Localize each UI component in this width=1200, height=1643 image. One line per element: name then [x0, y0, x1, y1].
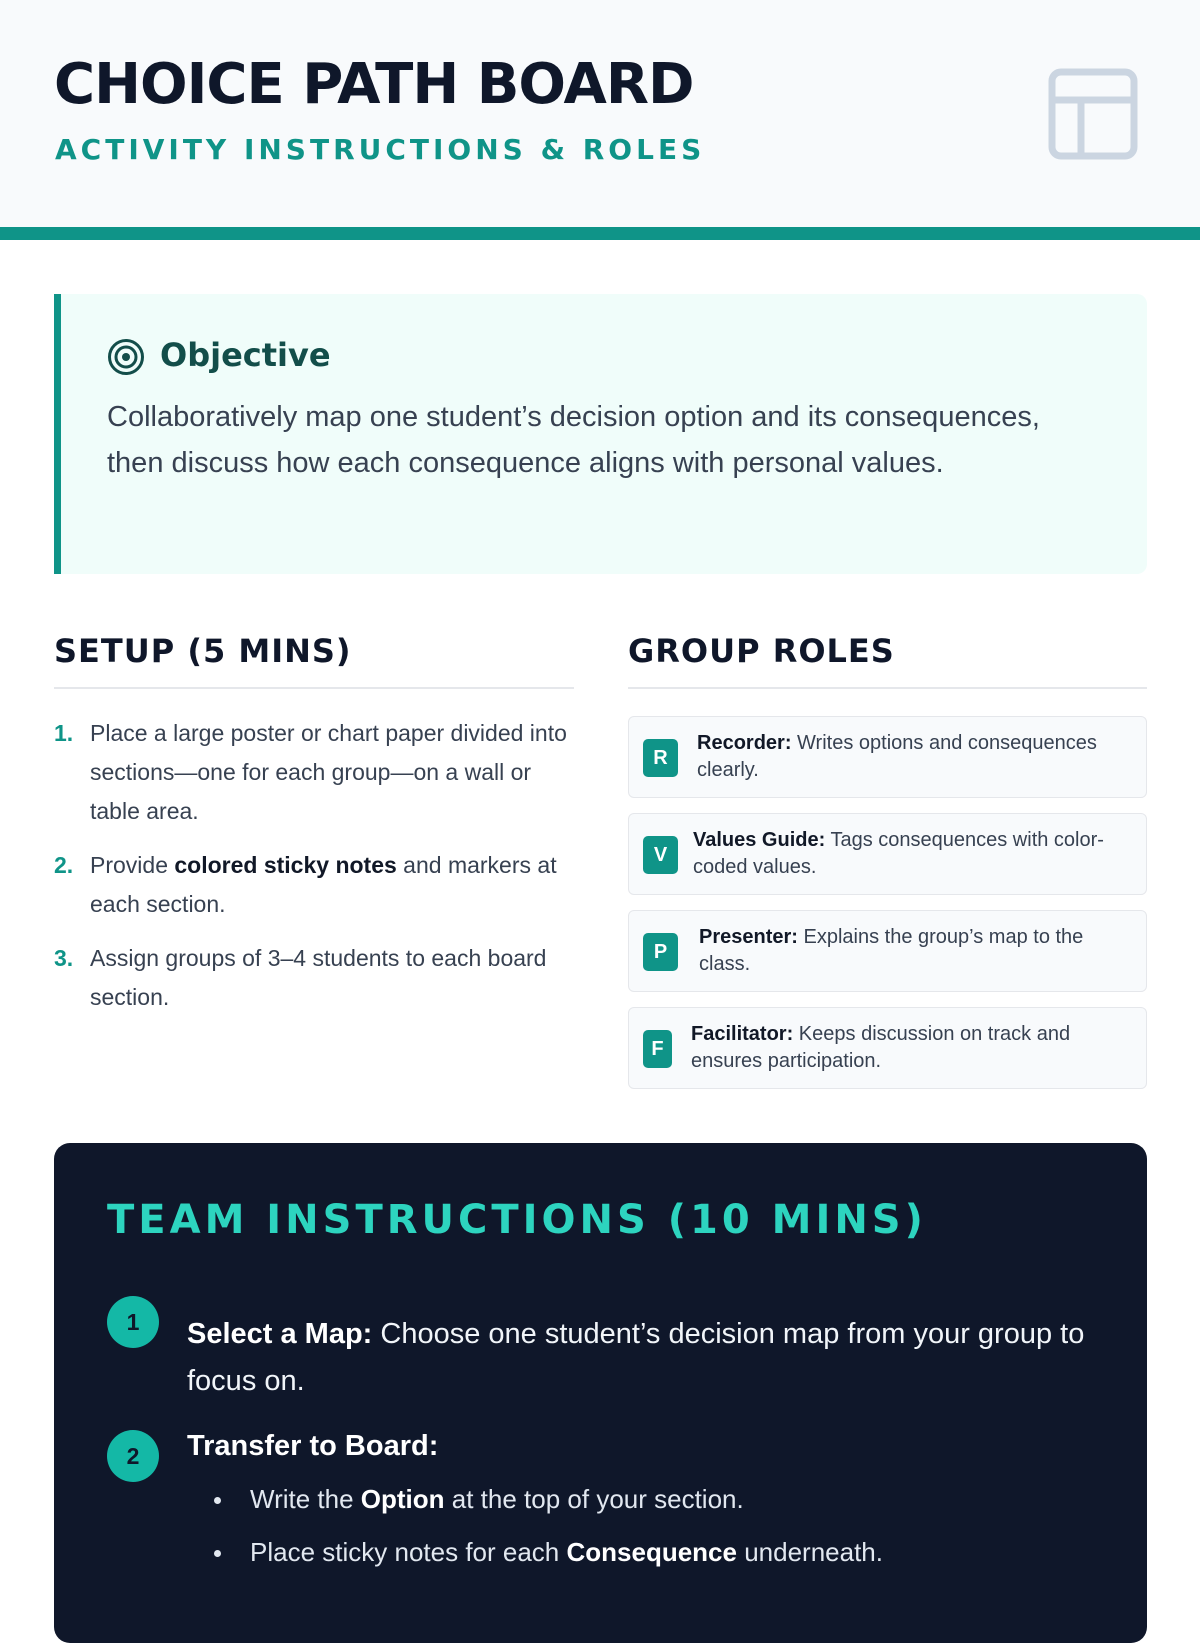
role-card-recorder — [628, 716, 1147, 798]
step-text: Select a Map: Choose one student’s decision map from your group to focus on. — [187, 1318, 1085, 1397]
step-bullet-list — [214, 1473, 1094, 1579]
role-card-values-guide — [628, 813, 1147, 895]
setup-divider — [54, 687, 574, 689]
setup-list — [54, 714, 574, 1032]
roles-heading: GROUP ROLES — [628, 632, 895, 670]
setup-item-number: 2. — [54, 852, 74, 878]
team-heading: TEAM INSTRUCTIONS (10 MINS) — [107, 1197, 927, 1243]
page-subtitle: ACTIVITY INSTRUCTIONS & ROLES — [55, 133, 706, 166]
setup-item-text: Assign groups of 3–4 students to each board section. — [90, 945, 547, 1010]
step-number-badge: 1 — [107, 1296, 159, 1348]
step-number-badge: 2 — [107, 1430, 159, 1482]
target-icon — [107, 338, 145, 376]
role-card-facilitator — [628, 1007, 1147, 1089]
layout-icon — [1048, 68, 1138, 160]
setup-item-number: 1. — [54, 720, 74, 746]
setup-item-text: Place a large poster or chart paper divided into sections—one for each group—on a wall or table area. — [90, 720, 567, 824]
page-title: CHOICE PATH BOARD — [54, 52, 694, 117]
emphasis: colored sticky notes — [174, 852, 397, 878]
step-text: Transfer to Board: — [187, 1430, 439, 1462]
role-badge: F — [643, 1030, 672, 1068]
role-badge: P — [643, 933, 678, 971]
role-description: Values Guide: Tags consequences with color-coded values. — [693, 829, 1104, 878]
bullet-item: Write the Option at the top of your section. — [214, 1473, 1094, 1526]
objective-text: Collaboratively map one student’s decision option and its consequences, then discuss how each consequence aligns with personal values. — [107, 401, 1040, 479]
setup-item — [54, 714, 574, 831]
setup-item — [54, 846, 574, 924]
setup-item — [54, 939, 574, 1017]
objective-heading: Objective — [160, 336, 331, 374]
role-description: Recorder: Writes options and consequences clearly. — [697, 732, 1097, 781]
role-badge: R — [643, 739, 678, 777]
objective-callout — [54, 294, 1147, 574]
team-instructions-panel — [54, 1143, 1147, 1643]
role-description: Presenter: Explains the group’s map to the class. — [699, 926, 1084, 975]
role-badge: V — [643, 836, 678, 874]
roles-divider — [628, 687, 1147, 689]
setup-heading: SETUP (5 MINS) — [54, 632, 352, 670]
setup-item-number: 3. — [54, 945, 74, 971]
role-description: Facilitator: Keeps discussion on track and ensures participation. — [691, 1023, 1071, 1072]
setup-item-text: Provide colored sticky notes and markers at each section. — [90, 852, 557, 917]
page-header — [0, 0, 1200, 240]
role-card-presenter — [628, 910, 1147, 992]
bullet-item: Place sticky notes for each Consequence underneath. — [214, 1526, 1094, 1579]
